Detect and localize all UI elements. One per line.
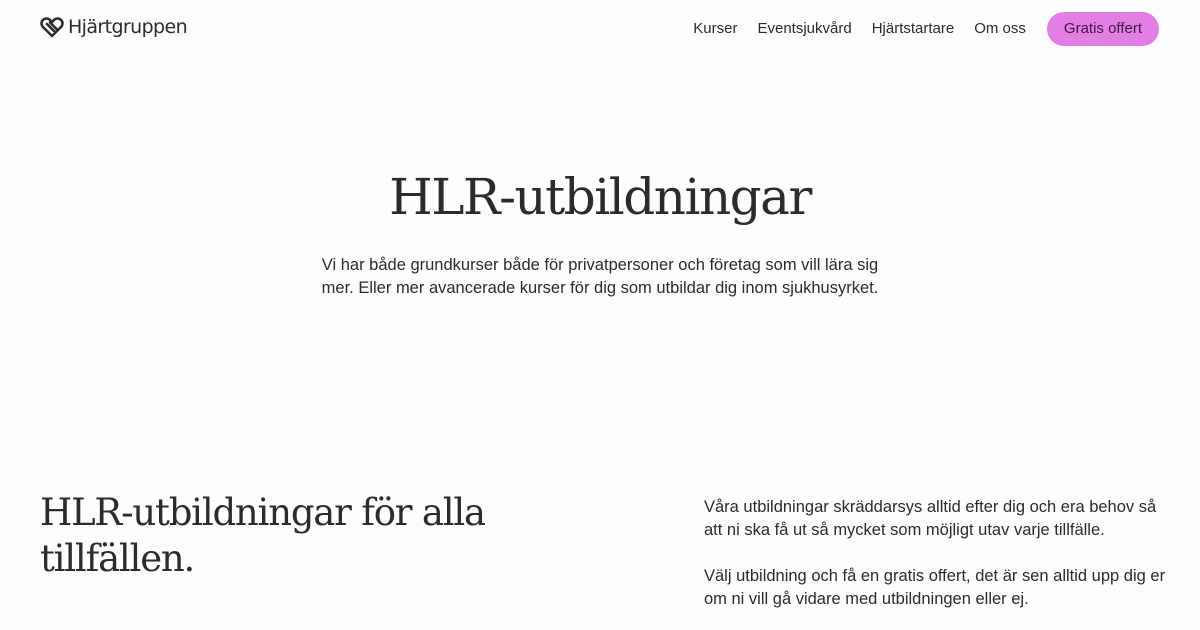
page-title: HLR-utbildningar (389, 168, 811, 226)
main-nav (693, 12, 1159, 46)
section-paragraph: Välj utbildning och få en gratis offert, det är sen alltid upp dig er om ni vill gå vidare med utbildningen eller ej. (704, 567, 1166, 608)
gratis-offert-button[interactable]: Gratis offert (1047, 12, 1159, 46)
hero-section (0, 164, 1200, 300)
hero-description: Vi har både grundkurser både för privatpersoner och företag som vill lära sig mer. Eller mer avancerade kurser för dig som utbildar dig inom sjukhusyrket. (321, 256, 879, 297)
logo-text: Hjärtgruppen (68, 16, 188, 38)
nav-link-om-oss[interactable]: Om oss (974, 20, 1026, 37)
logo-link[interactable] (39, 15, 187, 39)
nav-link-hjartstartare[interactable]: Hjärtstartare (871, 20, 955, 37)
section-paragraph: Våra utbildningar skräddarsys alltid efter dig och era behov så att ni ska få ut så mycket som möjligt utav varje tillfälle. (704, 498, 1157, 539)
heart-handshake-icon (39, 15, 65, 39)
section-body (704, 496, 1174, 611)
nav-link-kurser[interactable]: Kurser (693, 20, 738, 37)
site-header (0, 0, 1200, 58)
nav-link-eventsjukvard[interactable]: Eventsjukvård (757, 20, 852, 37)
section-title: HLR-utbildningar för alla tillfällen. (40, 491, 485, 580)
